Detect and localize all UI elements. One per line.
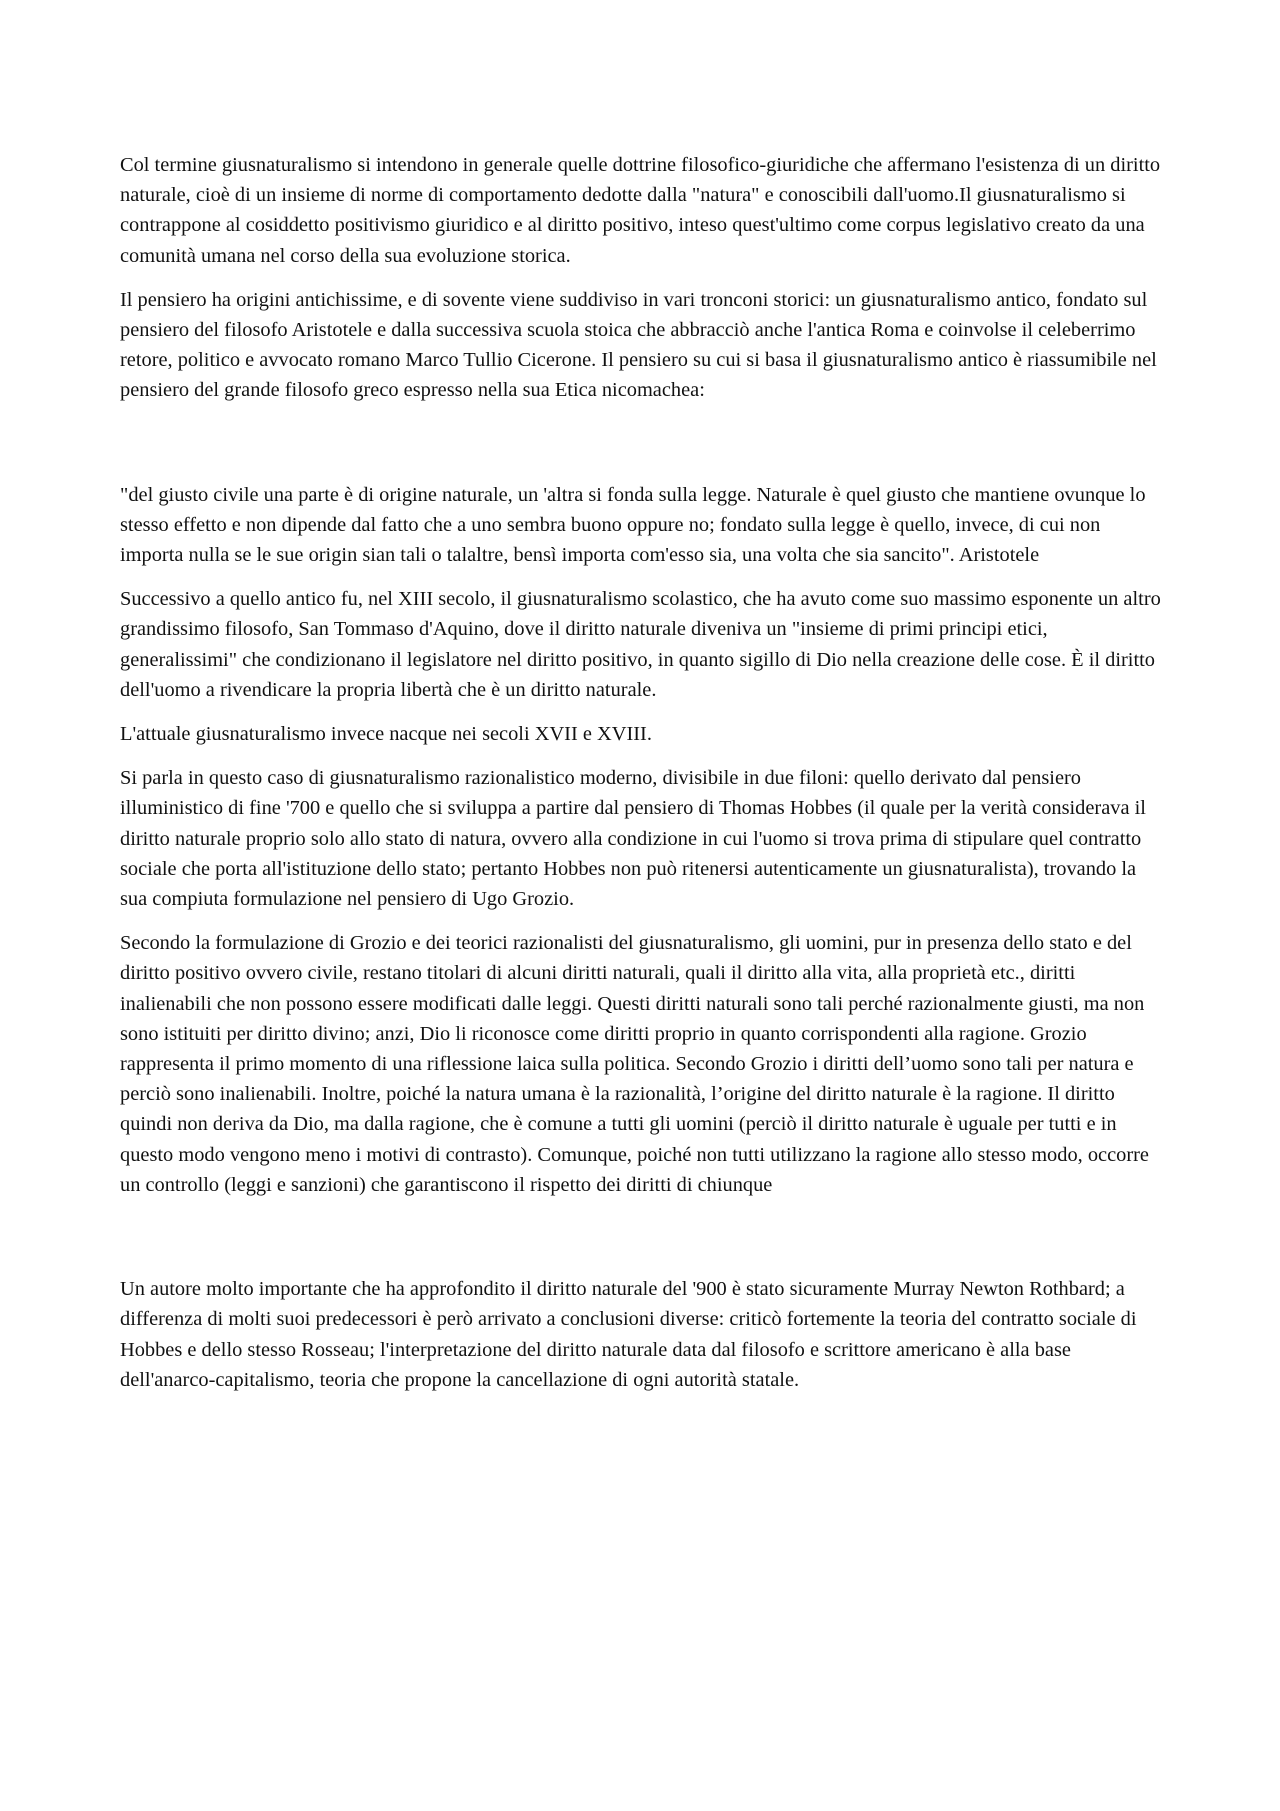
- paragraph-scholastic: Successivo a quello antico fu, nel XIII secolo, il giusnaturalismo scolastico, che ha avuto come suo massimo esponente un altro grandissimo filosofo, San Tommaso d'Aquino, dove il diritto naturale diveniva un "insieme di primi principi etici, generalissimi" che condizionano il legislatore nel diritto positivo, in quanto sigillo di Dio nella creazione delle cose. È il diritto dell'uomo a rivendicare la propria libertà che è un diritto naturale.: [120, 588, 1161, 701]
- paragraph-definition: Col termine giusnaturalismo si intendono in generale quelle dottrine filosofico-giuridiche che affermano l'esistenza di un diritto naturale, cioè di un insieme di norme di comportamento dedotte dalla "natura" e conoscibili dall'uomo.Il giusnaturalismo si contrappone al cosiddetto positivismo giuridico e al diritto positivo, inteso quest'ultimo come corpus legislativo creato da una comunità umana nel corso della sua evoluzione storica.: [120, 154, 1161, 267]
- paragraph-aristotle-quote: "del giusto civile una parte è di origine naturale, un 'altra si fonda sulla legge. Naturale è quel giusto che mantiene ovunque lo stesso effetto e non dipende dal fatto che a uno sembra buono oppure no; fondato sulla legge è quello, invece, di cui non importa nulla se le sue origin sian tali o talaltre, bensì importa com'esso sia, una volta che sia sancito". Aristotele: [120, 483, 1146, 567]
- paragraph-modern-origin: L'attuale giusnaturalismo invece nacque nei secoli XVII e XVIII.: [120, 723, 652, 746]
- paragraph-rationalist: Si parla in questo caso di giusnaturalismo razionalistico moderno, divisibile in due filoni: quello derivato dal pensiero illuministico di fine '700 e quello che si sviluppa a partire dal pensiero di Thomas Hobbes (il quale per la verità considerava il diritto naturale proprio solo allo stato di natura, ovvero alla condizione in cui l'uomo si trova prima di stipulare quel contratto sociale che porta all'istituzione dello stato; pertanto Hobbes non può ritenersi autenticamente un giusnaturalista), trovando la sua compiuta formulazione nel pensiero di Ugo Grozio.: [120, 767, 1146, 911]
- document-body: [120, 150, 1165, 1409]
- paragraph-grotius: Secondo la formulazione di Grozio e dei teorici razionalisti del giusnaturalismo, gli uomini, pur in presenza dello stato e del diritto positivo ovvero civile, restano titolari di alcuni diritti naturali, quali il diritto alla vita, alla proprietà etc., diritti inalienabili che non possono essere modificati dalle leggi. Questi diritti naturali sono tali perché razionalmente giusti, ma non sono istituiti per diritto divino; anzi, Dio li riconosce come diritti proprio in quanto corrispondenti alla ragione. Grozio rappresenta il primo momento di una riflessione laica sulla politica. Secondo Grozio i diritti dell’uomo sono tali per natura e perciò sono inalienabili. Inoltre, poiché la natura umana è la razionalità, l’origine del diritto naturale è la ragione. Il diritto quindi non deriva da Dio, ma dalla ragione, che è comune a tutti gli uomini (perciò il diritto naturale è uguale per tutti e in questo modo vengono meno i motivi di contrasto). Comunque, poiché non tutti utilizzano la ragione allo stesso modo, occorre un controllo (leggi e sanzioni) che garantiscono il rispetto dei diritti di chiunque: [120, 932, 1149, 1196]
- paragraph-rothbard: Un autore molto importante che ha approfondito il diritto naturale del '900 è stato sicuramente Murray Newton Rothbard; a differenza di molti suoi predecessori è però arrivato a conclusioni diverse: criticò fortemente la teoria del contratto sociale di Hobbes e dello stesso Rosseau; l'interpretazione del diritto naturale data dal filosofo e scrittore americano è alla base dell'anarco-capitalismo, teoria che propone la cancellazione di ogni autorità statale.: [120, 1278, 1137, 1391]
- paragraph-origins: Il pensiero ha origini antichissime, e di sovente viene suddiviso in vari tronconi storici: un giusnaturalismo antico, fondato sul pensiero del filosofo Aristotele e dalla successiva scuola stoica che abbracciò anche l'antica Roma e coinvolse il celeberrimo retore, politico e avvocato romano Marco Tullio Cicerone. Il pensiero su cui si basa il giusnaturalismo antico è riassumibile nel pensiero del grande filosofo greco espresso nella sua Etica nicomachea:: [120, 288, 1157, 402]
